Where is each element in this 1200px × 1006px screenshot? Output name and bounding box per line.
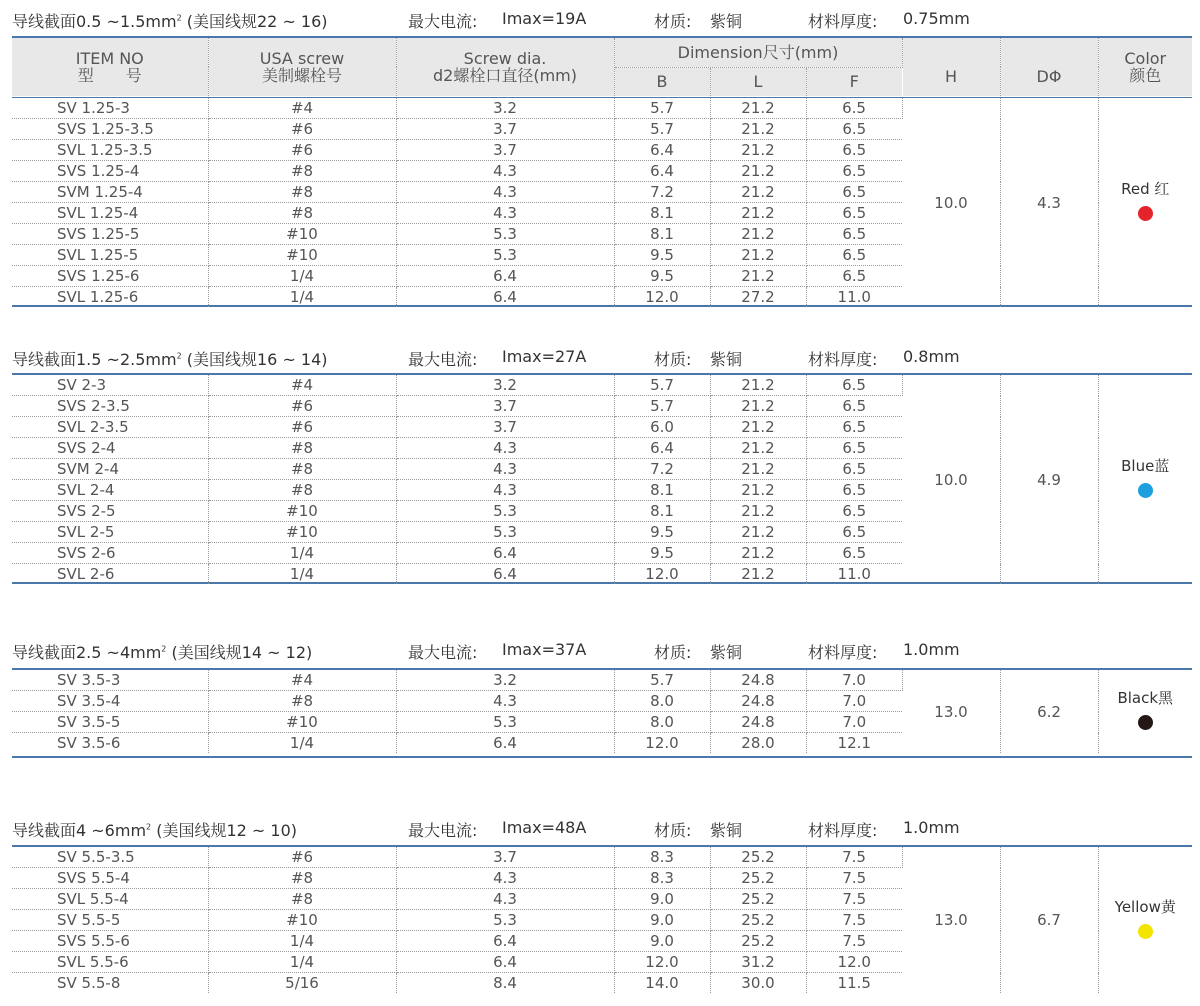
dim-l-cell: 24.8 [710, 712, 806, 733]
dim-l-cell: 21.2 [710, 438, 806, 459]
dim-f-cell: 6.5 [806, 396, 902, 417]
item-no-cell: SVS 2-3.5 [12, 396, 208, 417]
dim-b-cell: 5.7 [614, 119, 710, 140]
dim-b-cell: 6.4 [614, 161, 710, 182]
dim-f-cell: 6.5 [806, 522, 902, 543]
item-no-cell: SVS 5.5-4 [12, 868, 208, 889]
dim-l-cell: 28.0 [710, 733, 806, 754]
usa-screw-cell: 1/4 [208, 952, 396, 973]
dim-l-cell: 31.2 [710, 952, 806, 973]
dim-f-cell: 6.5 [806, 543, 902, 564]
col-dimension: Dimension尺寸(mm) [614, 38, 902, 67]
screw-dia-cell: 4.3 [396, 691, 614, 712]
thickness-label: 材料厚度: [808, 12, 878, 31]
section-table [12, 98, 1192, 307]
dim-l-cell: 30.0 [710, 973, 806, 994]
col-screw-en: Screw dia. [463, 49, 547, 68]
screw-dia-cell: 5.3 [396, 910, 614, 931]
dim-l-cell: 21.2 [710, 224, 806, 245]
dim-d-cell: 6.7 [1000, 847, 1098, 993]
dim-b-cell: 5.7 [614, 375, 710, 396]
dim-b-cell: 5.7 [614, 98, 710, 119]
current-label: 最大电流: [408, 350, 478, 369]
dim-l-cell: 25.2 [710, 889, 806, 910]
usa-screw-cell: #10 [208, 224, 396, 245]
dim-f-cell: 11.0 [837, 565, 871, 583]
dim-f-cell: 12.1 [837, 734, 871, 752]
dim-l-cell: 21.2 [710, 480, 806, 501]
dim-b-cell: 14.0 [614, 973, 710, 994]
dim-b-cell: 8.0 [614, 691, 710, 712]
col-d: DΦ [1000, 38, 1098, 96]
gauge-text: (美国线规12 ~ 10) [156, 821, 298, 840]
screw-dia-cell: 5.3 [396, 712, 614, 733]
color-cell [1098, 98, 1192, 307]
usa-screw-cell: 1/4 [208, 266, 396, 287]
usa-screw-cell: #10 [208, 910, 396, 931]
dim-f-cell: 6.5 [806, 203, 902, 224]
dim-f-cell: 7.5 [806, 910, 902, 931]
material-label: 材质: [654, 350, 692, 369]
dim-l-cell: 25.2 [710, 847, 806, 868]
dim-f-cell: 6.5 [806, 182, 902, 203]
thickness-value: 0.8mm [903, 347, 960, 366]
screw-dia-cell: 6.4 [396, 266, 614, 287]
dim-f-cell: 6.5 [806, 140, 902, 161]
superscript: 2 [176, 13, 182, 23]
screw-dia-cell: 8.4 [396, 973, 614, 994]
screw-dia-cell: 3.7 [396, 417, 614, 438]
dim-l-cell: 24.8 [710, 670, 806, 691]
superscript: 2 [176, 351, 182, 361]
color-dot-icon [1138, 924, 1153, 939]
usa-screw-cell: #8 [208, 889, 396, 910]
cross-section-text: 导线截面2.5 ~4mm [12, 643, 162, 662]
dim-b-cell: 12.0 [614, 564, 710, 585]
dim-l-cell: 21.2 [710, 375, 806, 396]
dim-f-cell: 6.5 [806, 161, 902, 182]
current-label: 最大电流: [408, 12, 478, 31]
usa-screw-cell: #4 [208, 670, 396, 691]
dim-h-cell: 10.0 [902, 98, 1000, 307]
dim-f-cell: 6.5 [806, 501, 902, 522]
dim-b-cell: 6.4 [614, 140, 710, 161]
usa-screw-cell: #4 [208, 98, 396, 119]
cross-section-text: 导线截面0.5 ~1.5mm [12, 12, 177, 31]
dim-b-cell: 9.5 [614, 543, 710, 564]
dim-d-cell: 6.2 [1000, 670, 1098, 753]
column-header [12, 38, 1192, 96]
usa-screw-cell: #8 [208, 203, 396, 224]
dim-b-cell: 8.3 [614, 847, 710, 868]
usa-screw-cell: #10 [208, 522, 396, 543]
usa-screw-cell: #8 [208, 691, 396, 712]
dim-b-cell: 7.2 [614, 459, 710, 480]
dim-b-cell: 9.5 [614, 245, 710, 266]
usa-screw-cell: #6 [208, 119, 396, 140]
screw-dia-cell: 5.3 [396, 501, 614, 522]
screw-dia-cell: 4.3 [396, 182, 614, 203]
item-no-cell: SVS 2-5 [12, 501, 208, 522]
item-no-cell: SVL 2-4 [12, 480, 208, 501]
material-label: 材质: [654, 12, 692, 31]
color-cell [1098, 375, 1192, 584]
item-no-cell: SV 3.5-4 [12, 691, 208, 712]
current-value: Imax=37A [502, 640, 587, 659]
current-label: 最大电流: [408, 821, 478, 840]
item-no-cell: SVM 1.25-4 [12, 182, 208, 203]
dim-b-cell: 8.1 [614, 203, 710, 224]
item-no-cell: SV 5.5-5 [12, 910, 208, 931]
color-cell [1098, 670, 1192, 753]
usa-screw-cell: 1/4 [208, 733, 396, 754]
dim-h-cell: 13.0 [902, 670, 1000, 753]
usa-screw-cell: #6 [208, 847, 396, 868]
dim-b-cell: 9.0 [614, 910, 710, 931]
color-dot-icon [1138, 483, 1153, 498]
dim-f-cell: 7.0 [806, 691, 902, 712]
screw-dia-cell: 3.7 [396, 847, 614, 868]
screw-dia-cell: 4.3 [396, 459, 614, 480]
usa-screw-cell: #6 [208, 140, 396, 161]
col-usa-screw [208, 38, 396, 96]
usa-screw-cell: 1/4 [208, 543, 396, 564]
thickness-value: 1.0mm [903, 818, 960, 837]
dim-b-cell: 12.0 [614, 287, 710, 308]
item-no-cell: SVL 2-6 [12, 564, 208, 585]
screw-dia-cell: 6.4 [396, 543, 614, 564]
screw-dia-cell: 3.2 [396, 375, 614, 396]
usa-screw-cell: #10 [208, 712, 396, 733]
item-no-cell: SVS 2-6 [12, 543, 208, 564]
color-label: Yellow黄 [1114, 897, 1176, 916]
dim-l-cell: 21.2 [710, 203, 806, 224]
item-no-cell: SV 1.25-3 [12, 98, 208, 119]
item-no-cell: SVL 1.25-5 [12, 245, 208, 266]
section-table [12, 847, 1192, 993]
dim-b-cell: 6.4 [614, 438, 710, 459]
item-no-cell: SVS 1.25-3.5 [12, 119, 208, 140]
color-dot-icon [1138, 206, 1153, 221]
dim-l-cell: 25.2 [710, 868, 806, 889]
usa-screw-cell: #8 [208, 459, 396, 480]
current-value: Imax=19A [502, 9, 587, 28]
screw-dia-cell: 6.4 [396, 931, 614, 952]
dim-l-cell: 21.2 [710, 245, 806, 266]
screw-dia-cell: 6.4 [396, 287, 614, 308]
dim-f-cell: 6.5 [806, 417, 902, 438]
col-color-en: Color [1124, 49, 1167, 68]
screw-dia-cell: 3.2 [396, 670, 614, 691]
dim-f-cell: 7.5 [806, 931, 902, 952]
item-no-cell: SVS 2-4 [12, 438, 208, 459]
item-no-cell: SVS 5.5-6 [12, 931, 208, 952]
usa-screw-cell: #8 [208, 480, 396, 501]
dim-d-cell: 4.9 [1000, 375, 1098, 584]
dim-b-cell: 8.1 [614, 480, 710, 501]
dim-f-cell: 7.0 [806, 712, 902, 733]
thickness-value: 0.75mm [903, 9, 970, 28]
gauge-text: (美国线规16 ~ 14) [186, 350, 328, 369]
item-no-cell: SV 5.5-3.5 [12, 847, 208, 868]
dim-f-cell: 6.5 [806, 480, 902, 501]
screw-dia-cell: 6.4 [396, 733, 614, 754]
screw-dia-cell: 3.2 [396, 98, 614, 119]
col-item-cn: 型 号 [77, 66, 142, 85]
usa-screw-cell: 1/4 [208, 931, 396, 952]
screw-dia-cell: 4.3 [396, 203, 614, 224]
thickness-label: 材料厚度: [808, 350, 878, 369]
dim-h-cell: 10.0 [902, 375, 1000, 584]
dim-b-cell: 9.0 [614, 889, 710, 910]
dim-l-cell: 21.2 [710, 98, 806, 119]
thickness-label: 材料厚度: [808, 643, 878, 662]
usa-screw-cell: #4 [208, 375, 396, 396]
dim-l-cell: 27.2 [710, 287, 806, 308]
dim-l-cell: 21.2 [710, 522, 806, 543]
table-row [12, 670, 1192, 691]
dim-f-cell: 7.5 [806, 847, 902, 868]
screw-dia-cell: 3.7 [396, 140, 614, 161]
cross-section-text: 导线截面4 ~6mm [12, 821, 147, 840]
current-value: Imax=27A [502, 347, 587, 366]
material-label: 材质: [654, 643, 692, 662]
color-label: Black黑 [1117, 689, 1174, 707]
dim-b-cell: 9.5 [614, 266, 710, 287]
screw-dia-cell: 5.3 [396, 245, 614, 266]
usa-screw-cell: 1/4 [208, 287, 396, 308]
color-cell [1098, 847, 1192, 993]
dim-l-cell: 25.2 [710, 910, 806, 931]
screw-dia-cell: 4.3 [396, 889, 614, 910]
item-no-cell: SV 3.5-3 [12, 670, 208, 691]
gauge-text: (美国线规14 ~ 12) [171, 643, 313, 662]
item-no-cell: SVL 1.25-4 [12, 203, 208, 224]
current-value: Imax=48A [502, 818, 587, 837]
dim-l-cell: 21.2 [710, 459, 806, 480]
dim-h-cell: 13.0 [902, 847, 1000, 993]
dim-l-cell: 21.2 [710, 140, 806, 161]
item-no-cell: SV 3.5-6 [12, 733, 208, 754]
col-l: L [710, 67, 806, 96]
col-color-cn: 颜色 [1129, 66, 1162, 85]
material-value: 紫铜 [710, 12, 743, 31]
dim-f-cell: 6.5 [806, 119, 902, 140]
usa-screw-cell: #8 [208, 182, 396, 203]
superscript: 2 [161, 644, 167, 654]
item-no-cell: SVM 2-4 [12, 459, 208, 480]
col-color [1098, 38, 1192, 96]
dim-l-cell: 25.2 [710, 931, 806, 952]
screw-dia-cell: 3.7 [396, 119, 614, 140]
table-row [12, 375, 1192, 396]
usa-screw-cell: #8 [208, 161, 396, 182]
dim-f-cell: 6.5 [806, 266, 902, 287]
section-table [12, 375, 1192, 584]
col-usa-en: USA screw [259, 49, 345, 68]
material-value: 紫铜 [710, 350, 743, 369]
col-screw-cn: d2螺栓口直径(mm) [433, 66, 577, 85]
usa-screw-cell: #6 [208, 417, 396, 438]
material-label: 材质: [654, 821, 692, 840]
screw-dia-cell: 5.3 [396, 522, 614, 543]
item-no-cell: SV 5.5-8 [12, 973, 208, 994]
usa-screw-cell: #8 [208, 438, 396, 459]
dim-d-cell: 4.3 [1000, 98, 1098, 307]
screw-dia-cell: 3.7 [396, 396, 614, 417]
dim-f-cell: 12.0 [806, 952, 902, 973]
col-item-no [12, 38, 208, 96]
color-label: Red 红 [1121, 180, 1170, 198]
usa-screw-cell: #6 [208, 396, 396, 417]
material-value: 紫铜 [710, 643, 743, 662]
col-h: H [902, 38, 1000, 96]
col-usa-cn: 美制螺栓号 [261, 66, 342, 85]
thickness-label: 材料厚度: [808, 821, 878, 840]
dim-f-cell: 6.5 [806, 459, 902, 480]
color-dot-icon [1138, 715, 1153, 730]
usa-screw-cell: 5/16 [208, 973, 396, 994]
dim-l-cell: 21.2 [710, 564, 806, 585]
dim-b-cell: 5.7 [614, 670, 710, 691]
dim-l-cell: 24.8 [710, 691, 806, 712]
dim-l-cell: 21.2 [710, 161, 806, 182]
dim-b-cell: 8.1 [614, 224, 710, 245]
section-table [12, 670, 1192, 753]
item-no-cell: SV 3.5-5 [12, 712, 208, 733]
item-no-cell: SVL 2-5 [12, 522, 208, 543]
dim-b-cell: 8.0 [614, 712, 710, 733]
superscript: 2 [146, 822, 152, 832]
dim-f-cell: 11.5 [837, 974, 871, 992]
thickness-value: 1.0mm [903, 640, 960, 659]
dim-l-cell: 21.2 [710, 182, 806, 203]
usa-screw-cell: #10 [208, 245, 396, 266]
cross-section-text: 导线截面1.5 ~2.5mm [12, 350, 177, 369]
item-no-cell: SVL 1.25-3.5 [12, 140, 208, 161]
screw-dia-cell: 6.4 [396, 952, 614, 973]
color-label: Blue蓝 [1121, 457, 1170, 475]
dim-f-cell: 11.0 [837, 288, 871, 306]
dim-f-cell: 7.5 [806, 889, 902, 910]
usa-screw-cell: #8 [208, 868, 396, 889]
item-no-cell: SVL 5.5-4 [12, 889, 208, 910]
dim-l-cell: 21.2 [710, 501, 806, 522]
screw-dia-cell: 6.4 [396, 564, 614, 585]
col-b: B [614, 67, 710, 96]
dim-f-cell: 6.5 [806, 224, 902, 245]
usa-screw-cell: #10 [208, 501, 396, 522]
screw-dia-cell: 4.3 [396, 438, 614, 459]
dim-b-cell: 12.0 [614, 733, 710, 754]
dim-b-cell: 7.2 [614, 182, 710, 203]
screw-dia-cell: 5.3 [396, 224, 614, 245]
table-row [12, 847, 1192, 868]
item-no-cell: SVS 1.25-6 [12, 266, 208, 287]
col-screw-dia [396, 38, 614, 96]
item-no-cell: SVL 5.5-6 [12, 952, 208, 973]
current-label: 最大电流: [408, 643, 478, 662]
dim-b-cell: 8.3 [614, 868, 710, 889]
material-value: 紫铜 [710, 821, 743, 840]
dim-f-cell: 7.0 [806, 670, 902, 691]
screw-dia-cell: 4.3 [396, 480, 614, 501]
dim-l-cell: 21.2 [710, 417, 806, 438]
item-no-cell: SV 2-3 [12, 375, 208, 396]
dim-b-cell: 12.0 [614, 952, 710, 973]
dim-f-cell: 6.5 [806, 438, 902, 459]
dim-f-cell: 7.5 [806, 868, 902, 889]
screw-dia-cell: 4.3 [396, 161, 614, 182]
dim-l-cell: 21.2 [710, 266, 806, 287]
dim-b-cell: 6.0 [614, 417, 710, 438]
col-item-en: ITEM NO [75, 49, 144, 68]
gauge-text: (美国线规22 ~ 16) [186, 12, 328, 31]
usa-screw-cell: 1/4 [208, 564, 396, 585]
item-no-cell: SVS 1.25-5 [12, 224, 208, 245]
dim-b-cell: 9.5 [614, 522, 710, 543]
item-no-cell: SVL 2-3.5 [12, 417, 208, 438]
item-no-cell: SVL 1.25-6 [12, 287, 208, 308]
dim-f-cell: 6.5 [806, 375, 902, 396]
section-bottom-rule [12, 756, 1192, 758]
dim-f-cell: 6.5 [806, 245, 902, 266]
dim-b-cell: 8.1 [614, 501, 710, 522]
item-no-cell: SVS 1.25-4 [12, 161, 208, 182]
dim-l-cell: 21.2 [710, 396, 806, 417]
dim-l-cell: 21.2 [710, 119, 806, 140]
dim-b-cell: 5.7 [614, 396, 710, 417]
col-f: F [806, 67, 902, 96]
table-row [12, 98, 1192, 119]
screw-dia-cell: 4.3 [396, 868, 614, 889]
dim-f-cell: 6.5 [806, 98, 902, 119]
dim-b-cell: 9.0 [614, 931, 710, 952]
dim-l-cell: 21.2 [710, 543, 806, 564]
